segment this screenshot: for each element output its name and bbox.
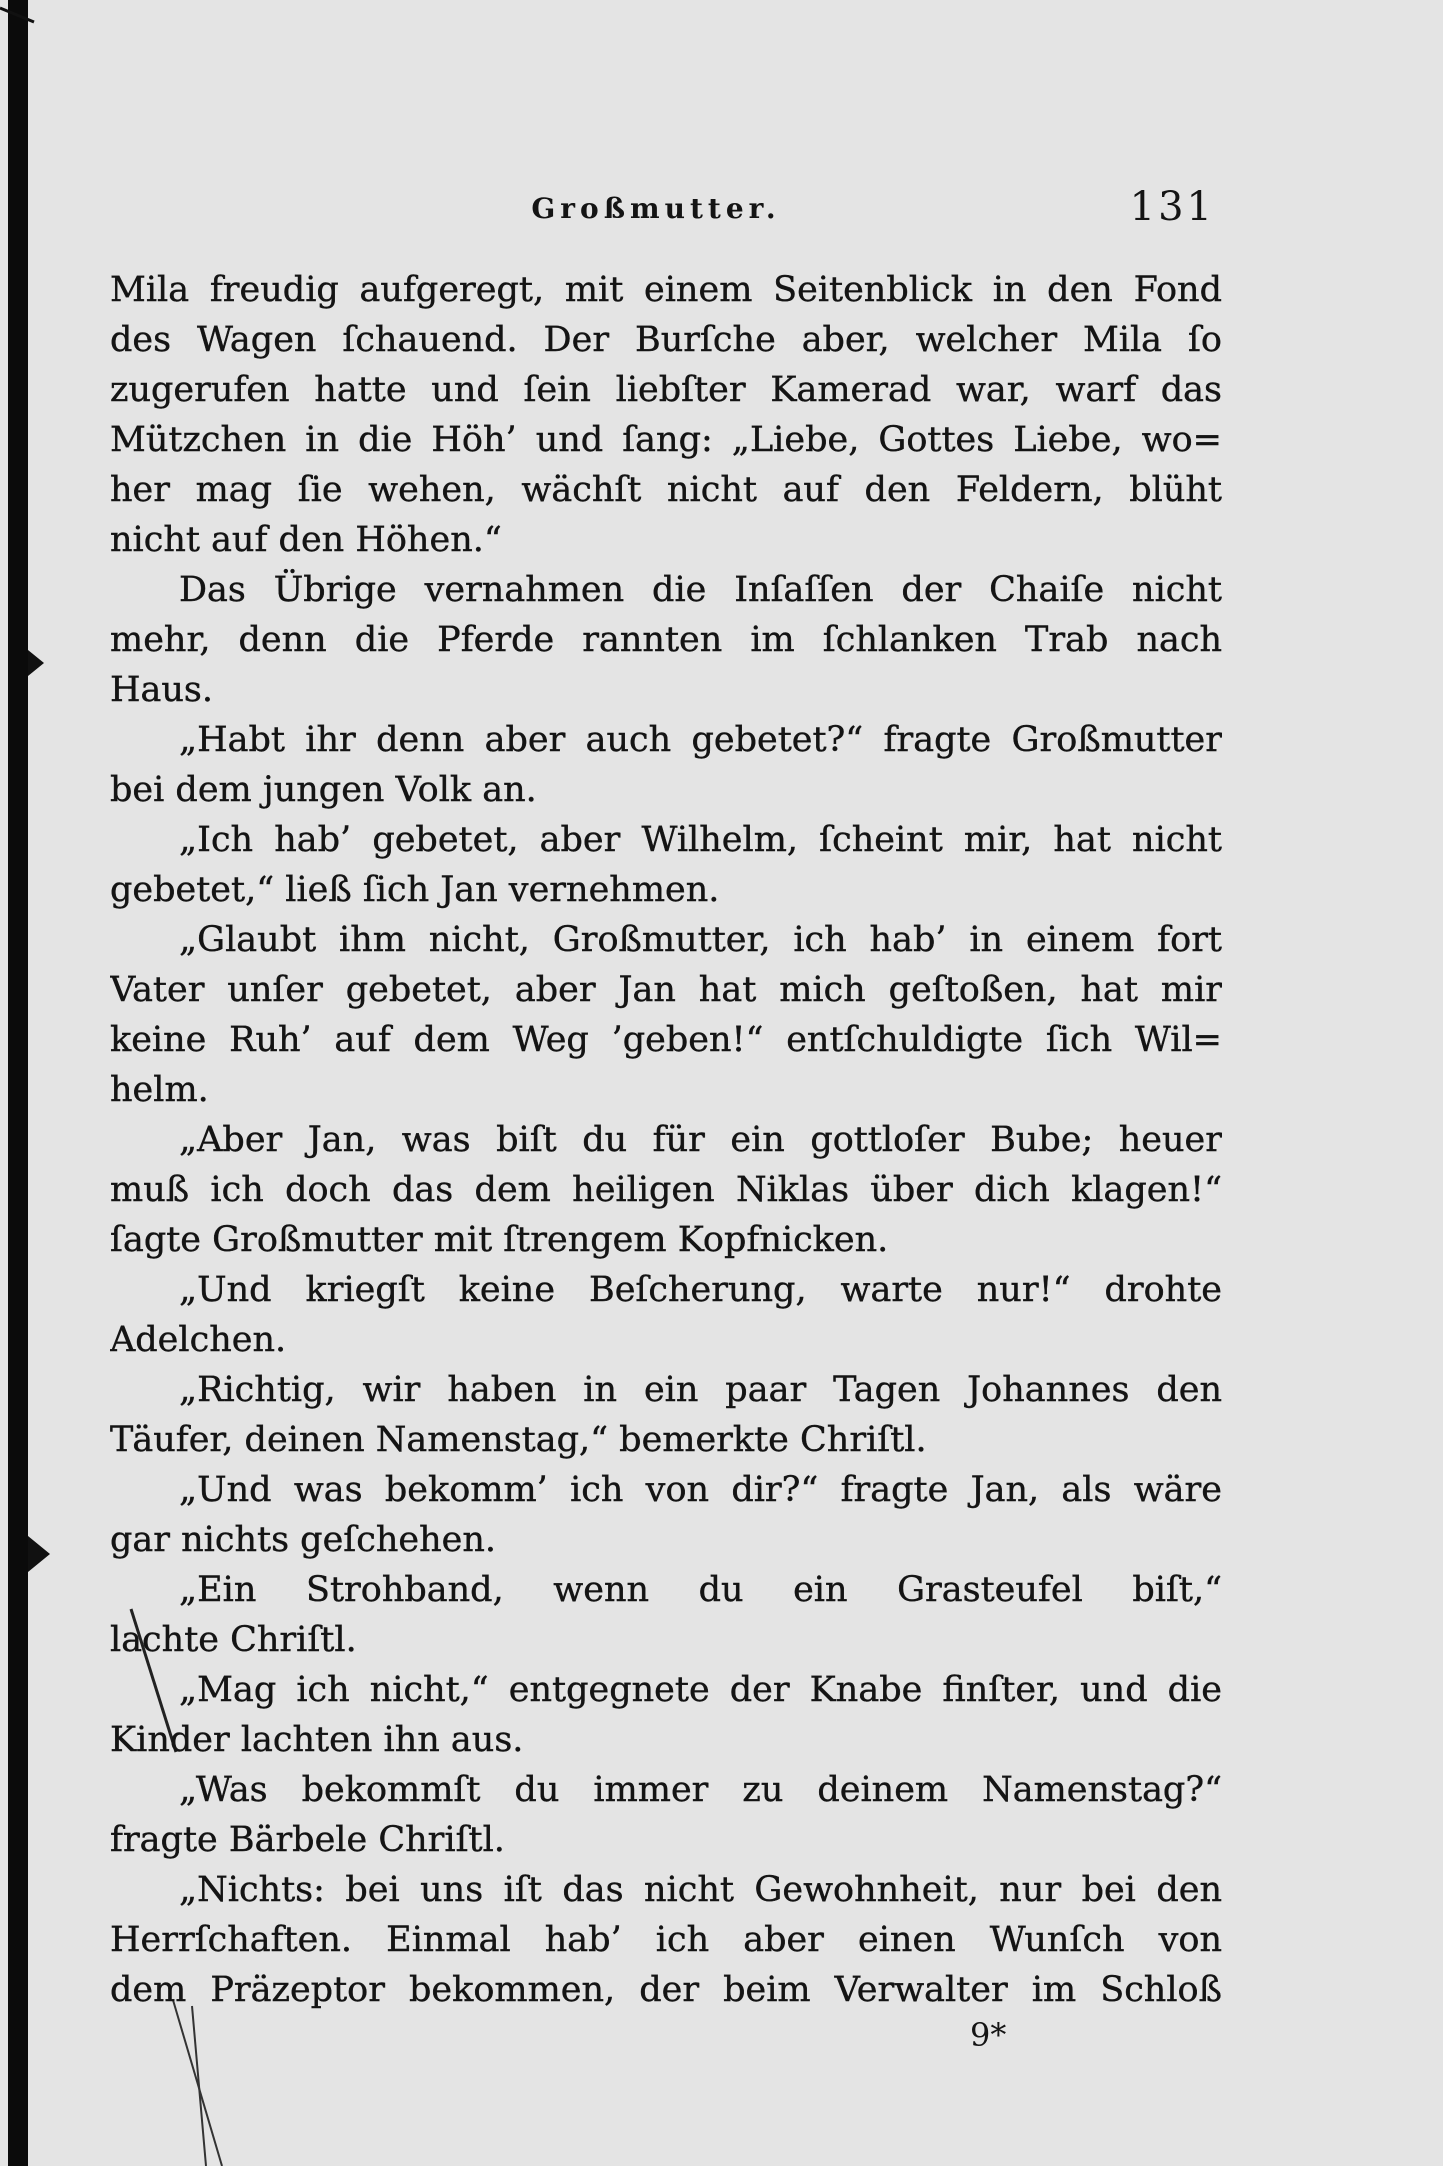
text-line: nicht auf den Höhen.“ <box>110 520 502 560</box>
paragraph <box>110 1865 1222 2015</box>
text-line: fragte Bärbele Chriſtl. <box>110 1820 505 1860</box>
text-line: „Mag ich nicht,“ entgegnete der Knabe finſter, und die <box>179 1670 1222 1710</box>
paragraph <box>110 1665 1222 1765</box>
text-line: ſagte Großmutter mit ſtrengem Kopfnicken. <box>110 1220 889 1260</box>
text-line: zugerufen hatte und ſein liebſter Kamerad war, warf das <box>110 370 1222 410</box>
text-line: her mag ſie wehen, wächſt nicht auf den Feldern, blüht <box>110 470 1222 510</box>
text-line: lachte Chriſtl. <box>110 1620 357 1660</box>
text-line: bei dem jungen Volk an. <box>110 770 537 810</box>
paragraph <box>110 1565 1222 1665</box>
text-line: Mützchen in die Höh’ und ſang: „Liebe, Gottes Liebe, wo= <box>110 420 1222 460</box>
paragraph <box>110 715 1222 815</box>
text-line: Kinder lachten ihn aus. <box>110 1720 524 1760</box>
text-line: „Habt ihr denn aber auch gebetet?“ fragte Großmutter <box>179 720 1222 760</box>
scan-edge <box>8 0 28 2166</box>
paragraph <box>110 815 1222 915</box>
text-line: „Und was bekomm’ ich von dir?“ fragte Jan, als wäre <box>179 1470 1222 1510</box>
text-line: Mila freudig aufgeregt, mit einem Seitenblick in den Fond <box>110 270 1222 310</box>
text-line: des Wagen ſchauend. Der Burſche aber, welcher Mila ſo <box>110 320 1222 360</box>
text-line: Herrſchaften. Einmal hab’ ich aber einen Wunſch von <box>110 1920 1222 1960</box>
page-number: 131 <box>1129 184 1215 230</box>
paragraph <box>110 915 1222 1115</box>
text-line: „Was bekommſt du immer zu deinem Namenstag?“ <box>179 1770 1222 1810</box>
paragraph <box>110 1115 1222 1265</box>
text-line: helm. <box>110 1070 209 1110</box>
text-line: Vater unſer gebetet, aber Jan hat mich geſtoßen, hat mir <box>110 970 1222 1010</box>
text-line: Adelchen. <box>110 1320 287 1360</box>
paragraph <box>110 1365 1222 1465</box>
text-line: Das Übrige vernahmen die Inſaſſen der Chaiſe nicht <box>179 570 1222 610</box>
text-line: Täufer, deinen Namenstag,“ bemerkte Chriſtl. <box>110 1420 927 1460</box>
text-line: „Richtig, wir haben in ein paar Tagen Johannes den <box>179 1370 1222 1410</box>
text-line: „Ein Strohband, wenn du ein Grasteufel biſt,“ <box>179 1570 1222 1610</box>
body-text <box>110 265 1222 2015</box>
text-line: „Glaubt ihm nicht, Großmutter, ich hab’ in einem fort <box>179 920 1222 960</box>
text-line: Haus. <box>110 670 214 710</box>
text-line: gebetet,“ ließ ſich Jan vernehmen. <box>110 870 720 910</box>
text-line: dem Präzeptor bekommen, der beim Verwalter im Schloß <box>110 1970 1222 2010</box>
signature-mark: 9* <box>970 2016 1007 2054</box>
text-line: mehr, denn die Pferde rannten im ſchlanken Trab nach <box>110 620 1222 660</box>
paragraph <box>110 265 1222 565</box>
text-line: „Nichts: bei uns iſt das nicht Gewohnheit, nur bei den <box>179 1870 1222 1910</box>
text-line: „Und kriegſt keine Beſcherung, warte nur!“ drohte <box>179 1270 1222 1310</box>
text-line: muß ich doch das dem heiligen Niklas über dich klagen!“ <box>110 1170 1222 1210</box>
text-line: keine Ruh’ auf dem Weg ’geben!“ entſchuldigte ſich Wil= <box>110 1020 1222 1060</box>
text-line: „Ich hab’ gebetet, aber Wilhelm, ſcheint mir, hat nicht <box>179 820 1222 860</box>
paragraph <box>110 1765 1222 1865</box>
running-head: Großmutter. <box>531 192 781 225</box>
paragraph <box>110 1265 1222 1365</box>
text-line: gar nichts geſchehen. <box>110 1520 497 1560</box>
paragraph <box>110 565 1222 715</box>
text-line: „Aber Jan, was biſt du für ein gottloſer Bube; heuer <box>179 1120 1222 1160</box>
paragraph <box>110 1465 1222 1565</box>
